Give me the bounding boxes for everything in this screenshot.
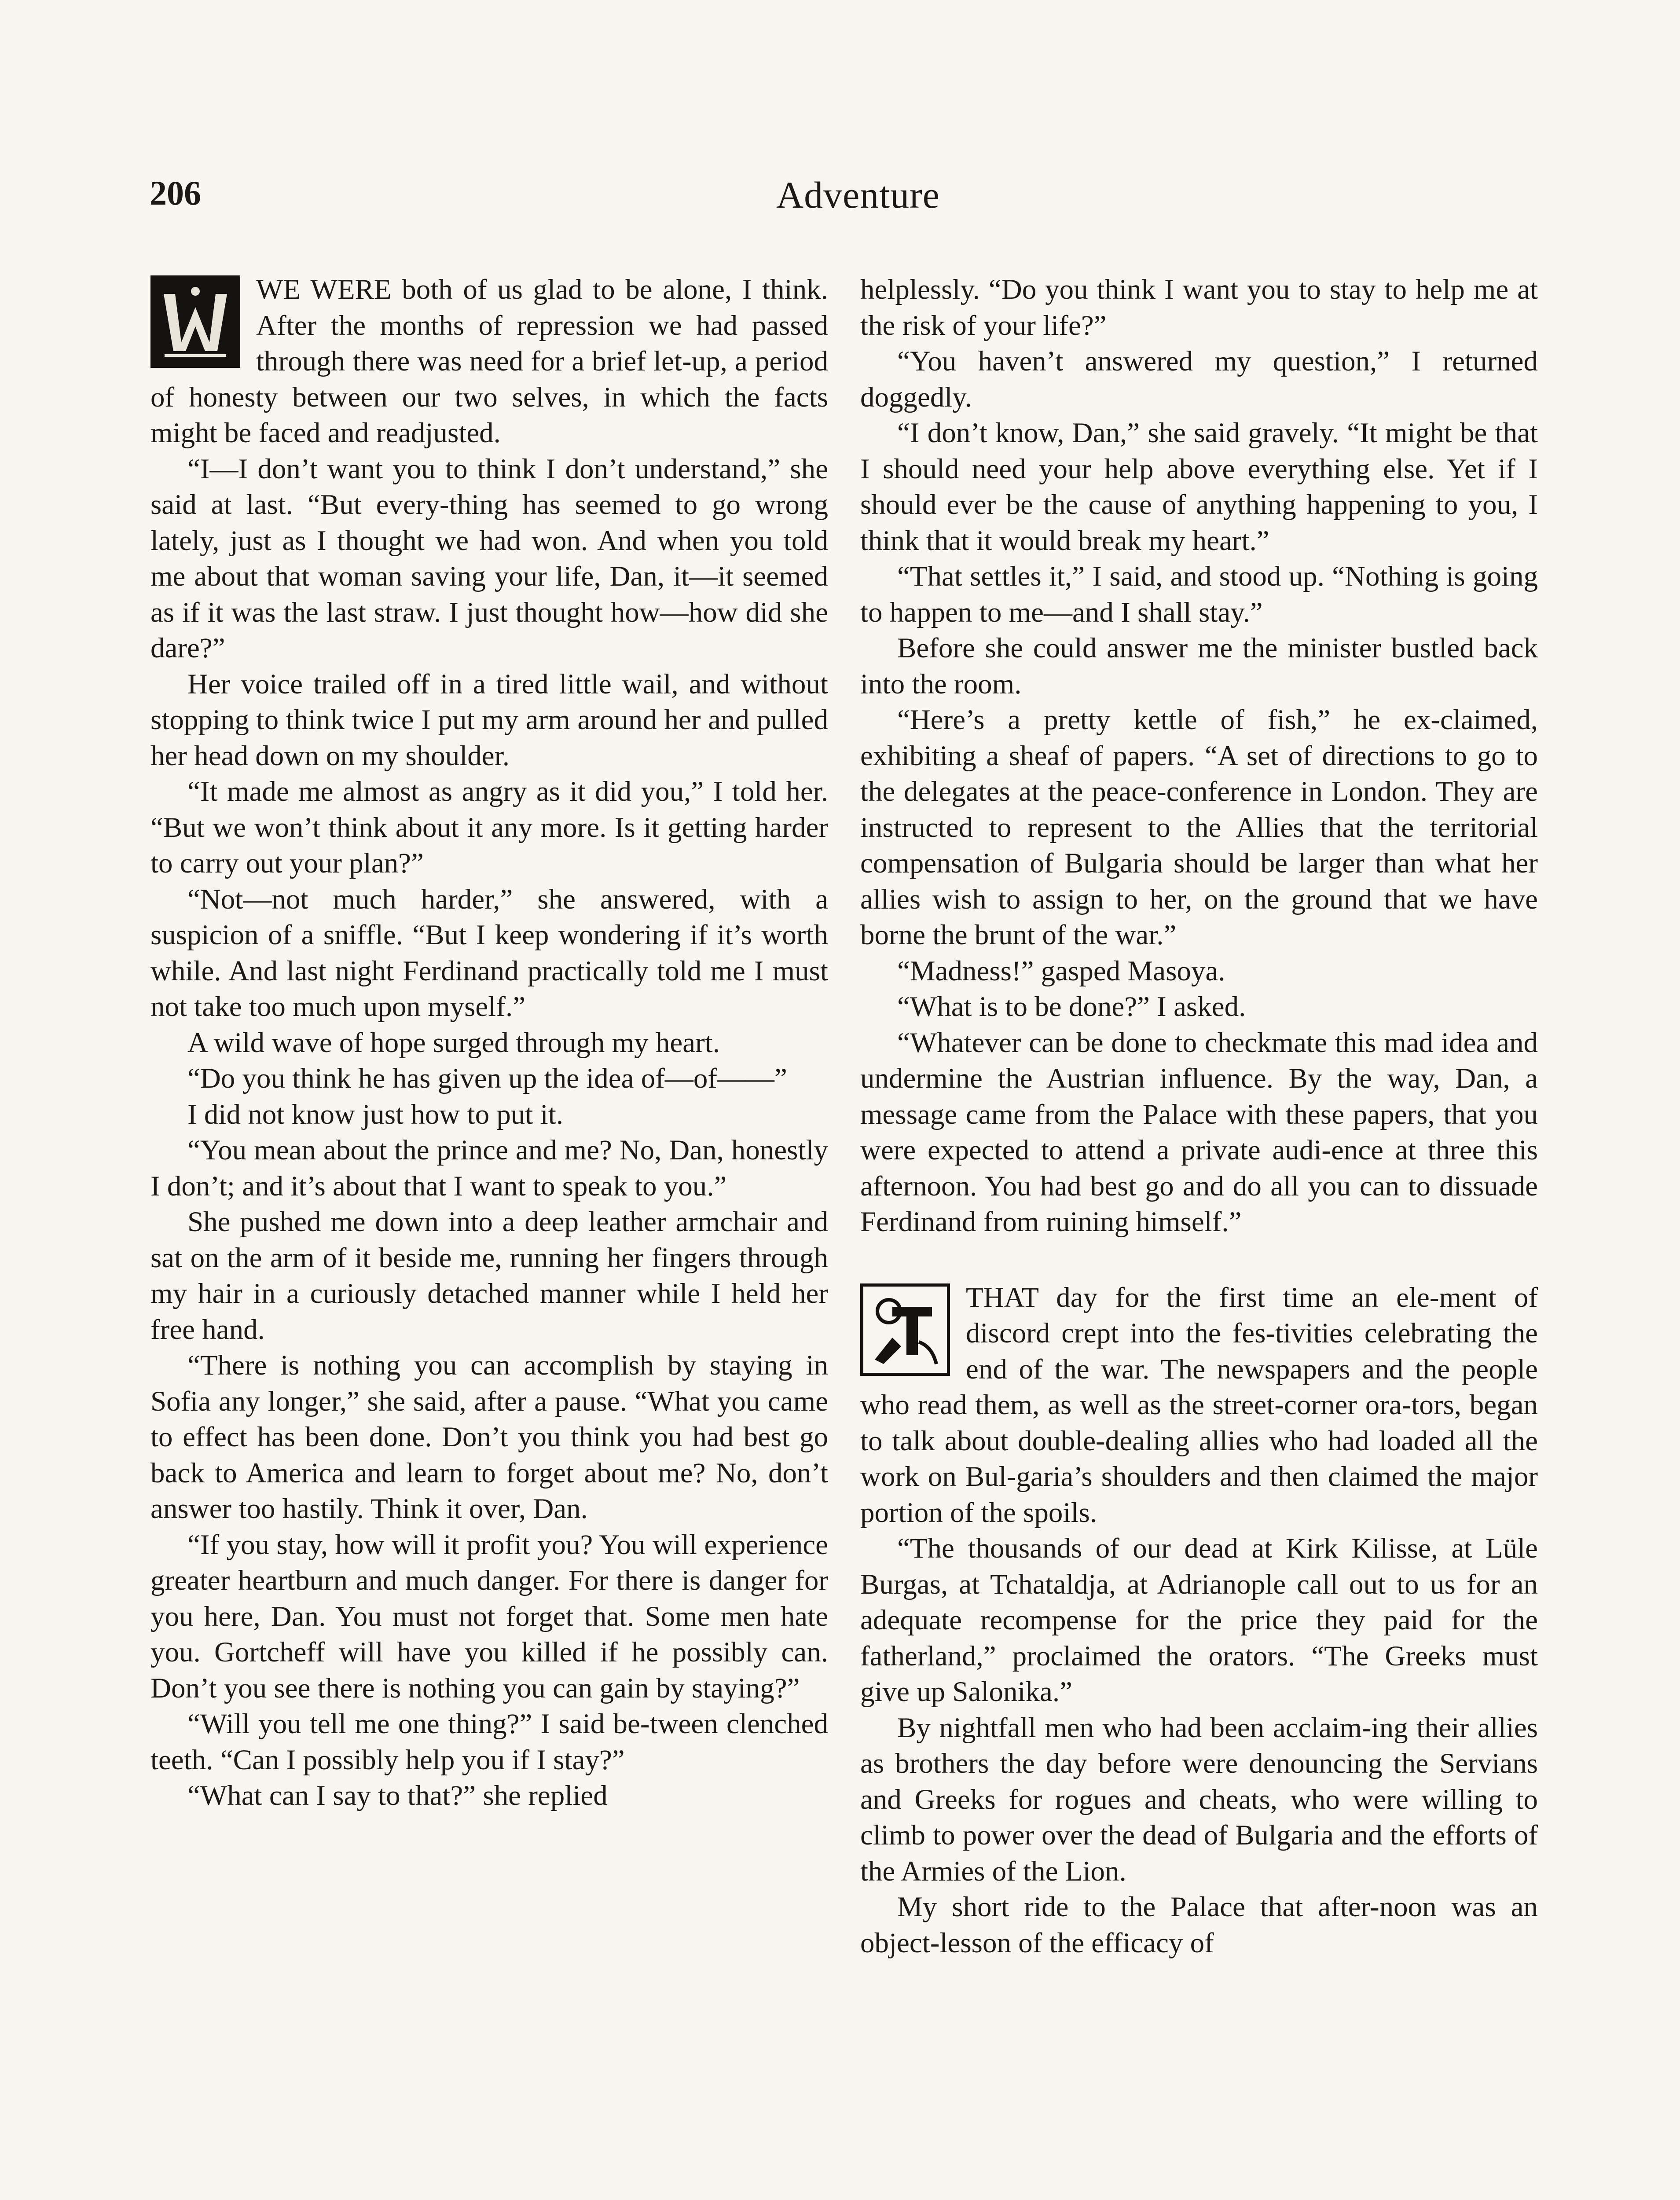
paragraph: “What can I say to that?” she replied [187,1780,608,1811]
paragraph: “Whatever can be done to checkmate this mad idea and undermine the Austrian influence. By the way, Dan, a message came from the Palace with these papers, that you were expected to attend a private audi-ence at three this afternoon. You had best go and do all you can to dissuade Ferdinand from ruining himself.” [860,1027,1538,1238]
paragraph: helplessly. “Do you think I want you to stay to help me at the risk of your life?” [860,274,1538,341]
decorated-initial-w-icon [150,275,240,368]
paragraph: My short ride to the Palace that after-noon was an object-lesson of the efficacy of [860,1891,1538,1959]
paragraph: “That settles it,” I said, and stood up. “Nothing is going to happen to me—and I shall stay.” [860,561,1538,628]
paragraph: She pushed me down into a deep leather armchair and sat on the arm of it beside me, running her fingers through my hair in a curiously detached manner while I held her free hand. [150,1206,828,1346]
paragraph: A wild wave of hope surged through my heart. [187,1027,720,1059]
left-column [150,272,828,1814]
paragraph: “You haven’t answered my question,” I returned doggedly. [860,345,1538,413]
running-title: Adventure [776,174,940,216]
paragraph: “It made me almost as angry as it did you,” I told her. “But we won’t think about it any more. Is it getting harder to carry out your plan?” [150,776,828,879]
paragraph: Before she could answer me the minister bustled back into the room. [860,632,1538,700]
paragraph: “I don’t know, Dan,” she said gravely. “It might be that I should need your help above everything else. Yet if I should ever be the cause of anything happening to you, I think that it would break my heart.” [860,417,1538,557]
paragraph: “Not—not much harder,” she answered, with a suspicion of a sniffle. “But I keep wondering if it’s worth while. And last night Ferdinand practically told me I must not take too much upon myself.” [150,883,828,1023]
paragraph: “There is nothing you can accomplish by staying in Sofia any longer,” she said, after a pause. “What you came to effect has been done. Don’t you think you had best go back to America and learn to forget about me? No, don’t answer too hastily. Think it over, Dan. [150,1349,828,1525]
page-number: 206 [150,174,201,212]
section-break [860,1240,1538,1280]
paragraph: “I—I don’t want you to think I don’t understand,” she said at last. “But every-thing has seemed to go wrong lately, just as I thought we had won. And when you told me about that woman saving your life, Dan, it—it seemed as if it was the last straw. I just thought how—how did she dare?” [150,453,828,664]
paragraph: By nightfall men who had been acclaim-ing their allies as brothers the day before were denouncing the Servians and Greeks for rogues and cheats, who were willing to climb to power over the dead of Bulgaria and the efforts of the Armies of the Lion. [860,1712,1538,1887]
paragraph: I did not know just how to put it. [187,1098,564,1130]
paragraph: “The thousands of our dead at Kirk Kilisse, at Lüle Burgas, at Tchataldja, at Adrianople call out to us for an adequate recompense for the price they paid for the fatherland,” proclaimed the orators. “The Greeks must give up Salonika.” [860,1533,1538,1708]
paragraph: “If you stay, how will it profit you? You will experience greater heartburn and much danger. For there is danger for you here, Dan. You must not forget that. Some men hate you. Gortcheff will have you killed if he possibly can. Don’t you see there is nothing you can gain by staying?” [150,1529,828,1704]
right-column [860,272,1538,1961]
paragraph: THAT day for the first time an ele-ment of discord crept into the fes-tivities celebrating the end of the war. The newspapers and the people who read them, as well as the street-corner ora-tors, began to talk about double-dealing allies who had loaded all the work on Bul-garia’s shoulders and then claimed the major portion of the spoils. [860,1281,1538,1529]
paragraph: “You mean about the prince and me? No, Dan, honestly I don’t; and it’s about that I want to speak to you.” [150,1134,828,1202]
paragraph: Her voice trailed off in a tired little wail, and without stopping to think twice I put my arm around her and pulled her head down on my shoulder. [150,668,828,772]
paragraph: WE WERE both of us glad to be alone, I think. After the months of repression we had passed through there was need for a brief let-up, a period of honesty between our two selves, in which the facts might be faced and readjusted. [150,274,828,449]
paragraph: “Will you tell me one thing?” I said be-tween clenched teeth. “Can I possibly help you if I stay?” [150,1708,828,1776]
paragraph: “What is to be done?” I asked. [897,991,1246,1023]
paragraph: “Do you think he has given up the idea of—of——” [187,1063,787,1094]
paragraph: “Here’s a pretty kettle of fish,” he ex-claimed, exhibiting a sheaf of papers. “A set of directions to go to the delegates at the peace-conference in London. They are instructed to represent to the Allies that the territorial compensation of Bulgaria should be larger than what her allies wish to assign to her, on the ground that we have borne the brunt of the war.” [860,704,1538,951]
decorated-initial-t-icon [860,1283,950,1376]
paragraph: “Madness!” gasped Masoya. [897,955,1225,987]
